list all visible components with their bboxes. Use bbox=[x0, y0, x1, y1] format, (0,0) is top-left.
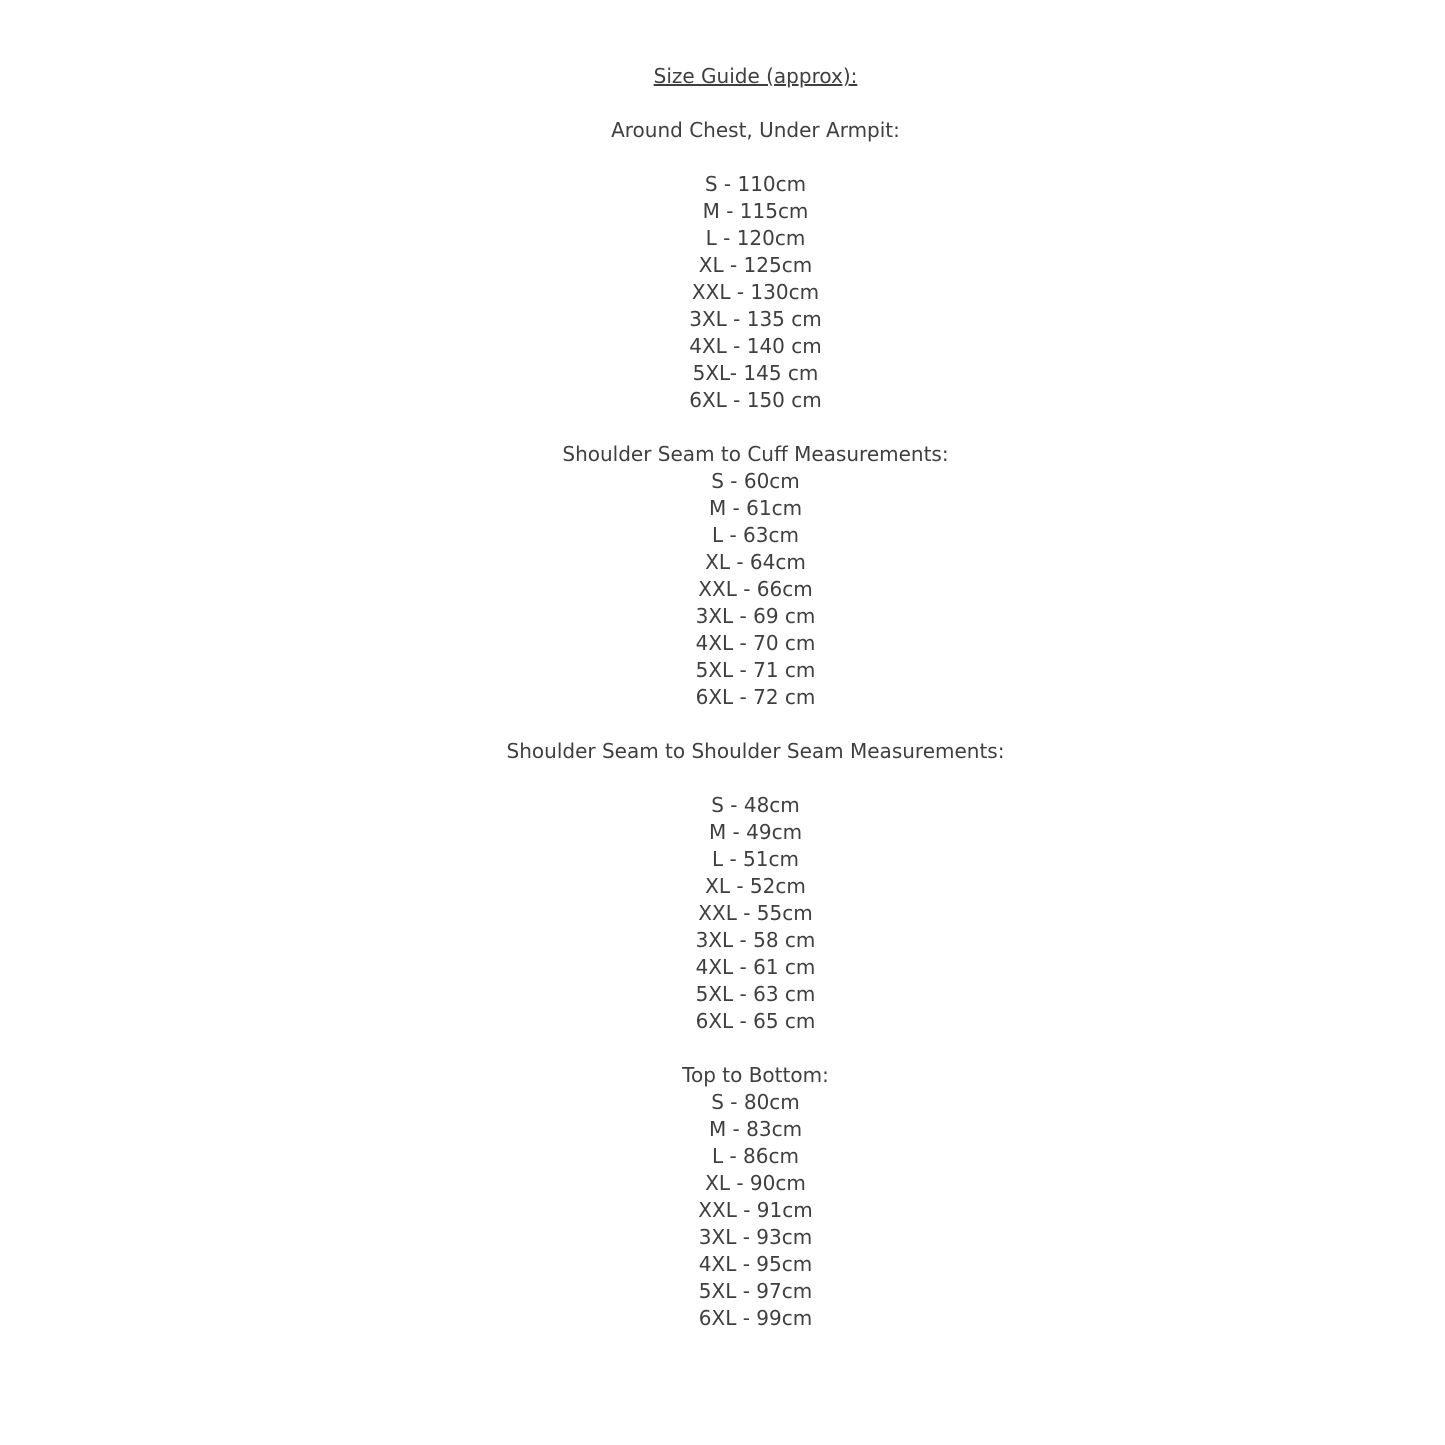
size-item: XXL - 66cm bbox=[698, 577, 813, 601]
size-list bbox=[66, 171, 1445, 414]
size-item: 4XL - 61 cm bbox=[695, 955, 816, 979]
size-item: XL - 125cm bbox=[698, 253, 813, 277]
size-item: 5XL - 97cm bbox=[698, 1279, 813, 1303]
size-item: L - 86cm bbox=[711, 1144, 799, 1168]
size-item: M - 83cm bbox=[708, 1117, 803, 1141]
size-item: L - 51cm bbox=[711, 847, 799, 871]
size-item: 5XL- 145 cm bbox=[692, 361, 819, 385]
size-list bbox=[66, 1089, 1445, 1332]
section-heading: Top to Bottom: bbox=[682, 1063, 829, 1087]
measurement-section bbox=[66, 738, 1445, 1035]
size-item: XXL - 55cm bbox=[698, 901, 813, 925]
size-item: 4XL - 95cm bbox=[698, 1252, 813, 1276]
size-item: XL - 64cm bbox=[705, 550, 806, 574]
measurement-section bbox=[66, 1062, 1445, 1332]
size-item: XL - 90cm bbox=[705, 1171, 806, 1195]
size-item: M - 115cm bbox=[702, 199, 809, 223]
size-list bbox=[66, 468, 1445, 711]
size-item: 5XL - 63 cm bbox=[695, 982, 816, 1006]
size-item: XL - 52cm bbox=[705, 874, 806, 898]
size-item: L - 63cm bbox=[711, 523, 799, 547]
size-item: 6XL - 65 cm bbox=[695, 1009, 816, 1033]
section-heading: Shoulder Seam to Cuff Measurements: bbox=[562, 442, 949, 466]
measurement-section bbox=[66, 441, 1445, 711]
size-item: XXL - 91cm bbox=[698, 1198, 813, 1222]
size-item: S - 48cm bbox=[711, 793, 800, 817]
size-item: 6XL - 99cm bbox=[698, 1306, 813, 1330]
size-list bbox=[66, 792, 1445, 1035]
size-item: 5XL - 71 cm bbox=[695, 658, 816, 682]
measurement-sections bbox=[66, 117, 1445, 1332]
size-item: M - 49cm bbox=[708, 820, 803, 844]
size-item: 3XL - 69 cm bbox=[695, 604, 816, 628]
size-item: 3XL - 135 cm bbox=[689, 307, 822, 331]
size-item: 3XL - 58 cm bbox=[695, 928, 816, 952]
size-item: S - 80cm bbox=[711, 1090, 800, 1114]
size-item: 4XL - 140 cm bbox=[689, 334, 822, 358]
size-item: S - 110cm bbox=[704, 172, 807, 196]
size-item: S - 60cm bbox=[711, 469, 800, 493]
size-item: 3XL - 93cm bbox=[698, 1225, 813, 1249]
size-item: 4XL - 70 cm bbox=[695, 631, 816, 655]
size-item: M - 61cm bbox=[708, 496, 803, 520]
section-heading: Shoulder Seam to Shoulder Seam Measurements: bbox=[506, 739, 1005, 763]
size-item: 6XL - 72 cm bbox=[695, 685, 816, 709]
size-item: L - 120cm bbox=[705, 226, 806, 250]
size-item: XXL - 130cm bbox=[691, 280, 820, 304]
size-item: 6XL - 150 cm bbox=[689, 388, 822, 412]
section-heading: Around Chest, Under Armpit: bbox=[611, 118, 900, 142]
size-guide-title: Size Guide (approx): bbox=[653, 64, 858, 88]
measurement-section bbox=[66, 117, 1445, 414]
